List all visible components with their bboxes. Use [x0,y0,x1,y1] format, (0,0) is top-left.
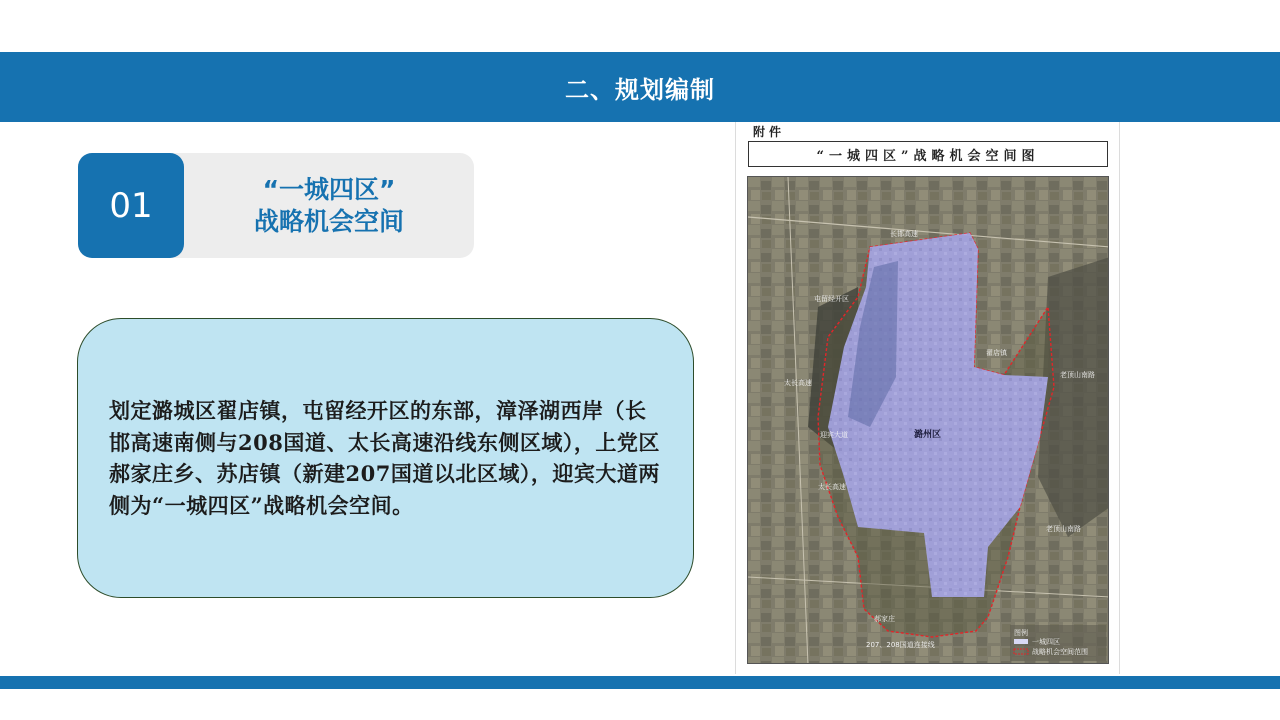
map-title: “一城四区”战略机会空间图 [748,141,1108,167]
map-legend [1010,625,1106,661]
map-document [735,122,1120,674]
label-laoding-road-north: 老顶山南路 [1060,371,1095,379]
legend-swatch-1 [1014,639,1028,644]
description-text: 划定潞城区翟店镇，屯留经开区的东部，漳泽湖西岸（长邯高速南侧与208国道、太长高速沿线东侧区域），上党区郝家庄乡、苏店镇（新建207国道以北区域），迎宾大道两侧为“一城四区”战略机会空间。 [109,398,660,518]
label-zhaidian-town: 翟店镇 [986,349,1007,357]
label-tunliu-econ-zone: 屯留经开区 [814,295,849,303]
label-yingbin-avenue: 迎宾大道 [820,431,848,439]
attachment-label: 附件 [753,125,786,139]
label-connector-207-208: 207、208国道连接线 [866,641,935,649]
section-title [188,153,470,258]
label-taichang-expressway: 太长高速 [784,379,812,387]
section-heading-card [78,153,474,258]
satellite-map [747,176,1109,664]
legend-item-1: 一城四区 [1032,638,1060,646]
description-box [77,318,694,598]
map-svg [748,177,1109,664]
label-laoding-road-south: 老顶山南路 [1046,525,1081,533]
section-title-line1: “一城四区” [262,174,396,204]
header-bar [0,52,1280,122]
page-title: 二、规划编制 [565,74,715,104]
label-taichang-expressway-2: 太长高速 [818,483,846,491]
label-haojiazhuang: 郝家庄 [874,615,895,623]
footer-bar [0,676,1280,689]
legend-item-2: 战略机会空间范围 [1032,648,1088,656]
section-title-line2: 战略机会空间 [253,206,404,236]
section-number-badge: 01 [78,153,184,258]
legend-title: 图例 [1014,629,1028,637]
label-changhan-expressway: 长邯高速 [890,230,918,238]
label-luzhou-district: 潞州区 [914,430,942,440]
